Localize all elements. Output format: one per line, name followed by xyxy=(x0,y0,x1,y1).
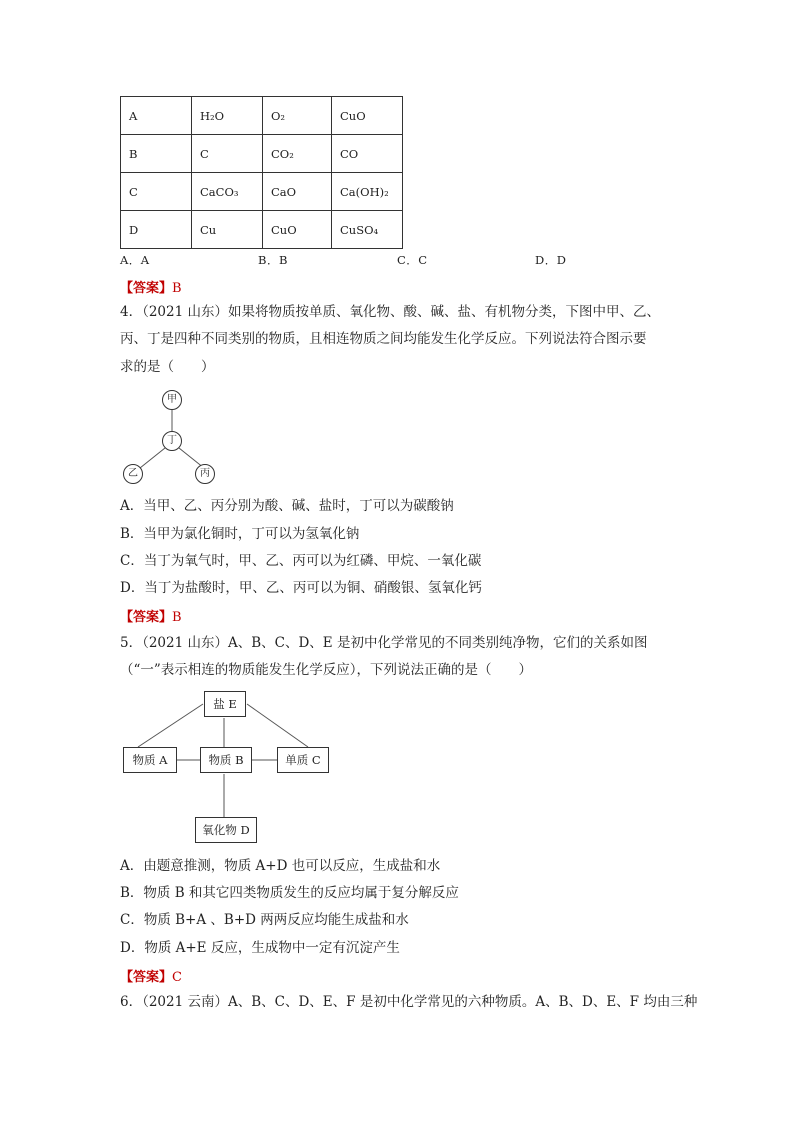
q3-answer xyxy=(120,277,182,296)
q3-choice-d: D．D xyxy=(535,253,567,267)
q4-stem-line2: 丙、丁是四种不同类别的物质，且相连物质之间均能发生化学反应。下列说法符合图示要 xyxy=(120,331,647,347)
box-oxide-d: 氧化物 D xyxy=(195,817,257,843)
q4-option-d: D．当丁为盐酸时，甲、乙、丙可以为铜、硝酸银、氢氧化钙 xyxy=(120,580,482,596)
q3-choice-b: B．B xyxy=(258,253,288,267)
table-row: D Cu CuO CuSO₄ xyxy=(121,211,403,249)
edge-ding-yi xyxy=(140,448,165,468)
box-element-c: 单质 C xyxy=(277,747,329,773)
q3-choice-c: C．C xyxy=(397,253,428,267)
q4-answer xyxy=(120,606,182,625)
answer-value: B xyxy=(172,281,182,296)
table-row: A H₂O O₂ CuO xyxy=(121,97,403,135)
q5-stem-line2: （“一”表示相连的物质能发生化学反应），下列说法正确的是（ ） xyxy=(120,662,533,678)
table-row: C CaCO₃ CaO Ca(OH)₂ xyxy=(121,173,403,211)
node-ding: 丁 xyxy=(162,431,182,451)
q6-stem-line1: 6．（2021 云南）A、B、C、D、E、F 是初中化学常见的六种物质。A、B、D、E、F 均由三种 xyxy=(120,994,698,1010)
q4-stem-line3: 求的是（ ） xyxy=(120,359,215,375)
node-jia: 甲 xyxy=(162,390,182,410)
q5-option-b: B．物质 B 和其它四类物质发生的反应均属于复分解反应 xyxy=(120,885,459,901)
q4-option-c: C．当丁为氧气时，甲、乙、丙可以为红磷、甲烷、一氧化碳 xyxy=(120,553,482,569)
answer-value: C xyxy=(172,970,182,985)
q4-option-a: A．当甲、乙、丙分别为酸、碱、盐时，丁可以为碳酸钠 xyxy=(120,498,454,514)
box-substance-a: 物质 A xyxy=(123,747,177,773)
q3-choice-a: A．A xyxy=(120,253,150,267)
node-bing: 丙 xyxy=(195,464,215,484)
q4-stem-line1: 4．（2021 山东）如果将物质按单质、氧化物、酸、碱、盐、有机物分类，下图中甲、乙、 xyxy=(120,304,660,320)
q5-answer xyxy=(120,966,182,985)
options-table xyxy=(120,96,403,249)
q5-option-c: C．物质 B+A 、B+D 两两反应均能生成盐和水 xyxy=(120,912,409,928)
edge-e-a xyxy=(138,704,203,747)
answer-label: 【答案】 xyxy=(120,281,173,296)
q5-stem-line1: 5．（2021 山东）A、B、C、D、E 是初中化学常见的不同类别纯净物，它们的关系如图 xyxy=(120,635,648,651)
answer-label: 【答案】 xyxy=(120,970,173,985)
edge-e-c xyxy=(247,704,308,747)
q5-option-a: A．由题意推测，物质 A+D 也可以反应，生成盐和水 xyxy=(120,858,441,874)
box-substance-b: 物质 B xyxy=(200,747,252,773)
table-row: B C CO₂ CO xyxy=(121,135,403,173)
q4-option-b: B．当甲为氯化铜时，丁可以为氢氧化钠 xyxy=(120,526,360,542)
box-salt-e: 盐 E xyxy=(204,691,246,717)
node-yi: 乙 xyxy=(123,464,143,484)
q5-option-d: D．物质 A+E 反应，生成物中一定有沉淀产生 xyxy=(120,940,400,956)
answer-value: B xyxy=(172,610,182,625)
answer-label: 【答案】 xyxy=(120,610,173,625)
